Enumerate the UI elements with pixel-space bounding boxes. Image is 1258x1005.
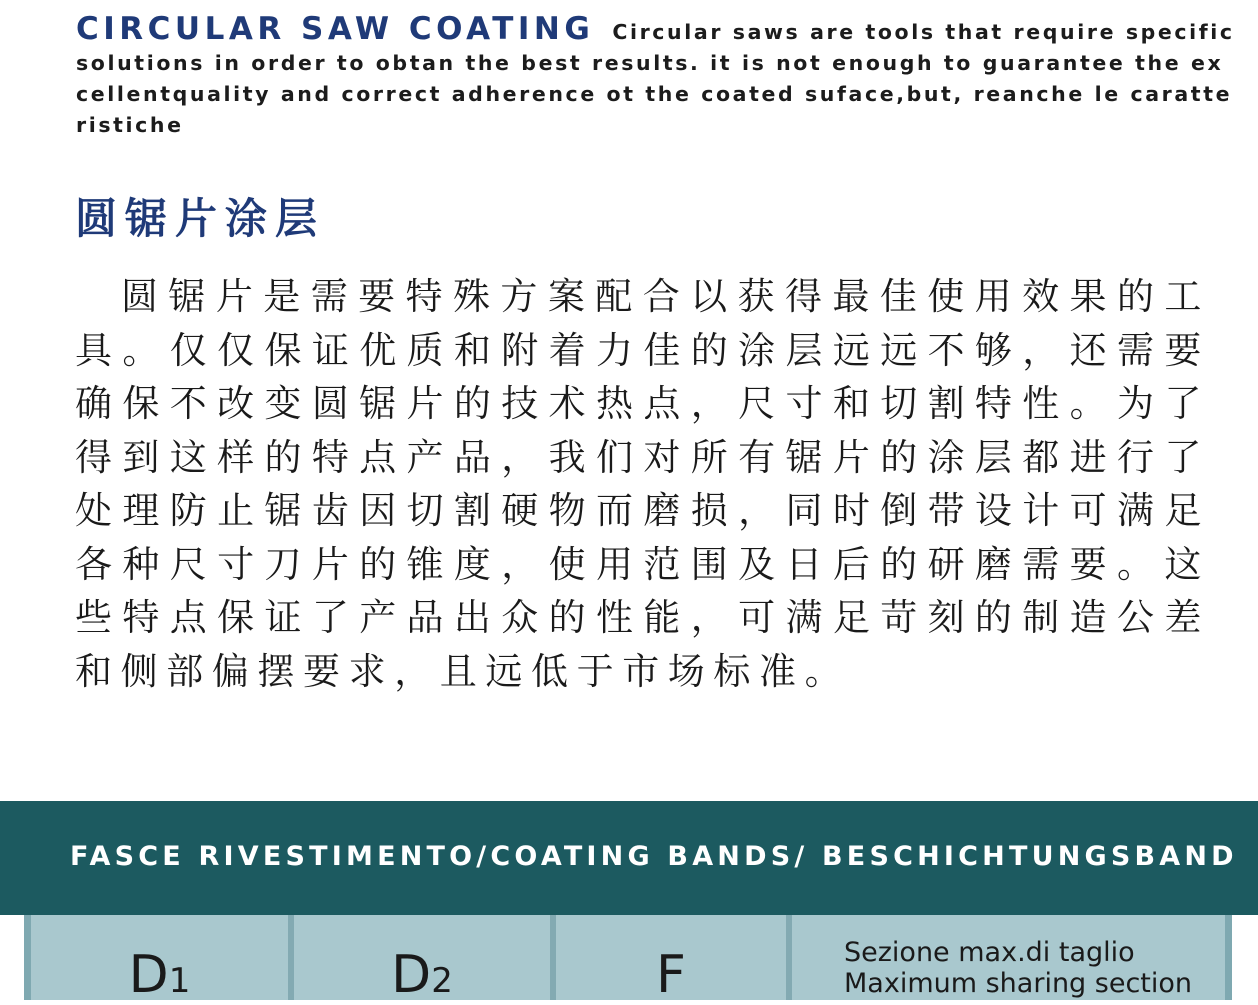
header-cell-d2	[288, 915, 550, 1005]
header-cell-d1	[31, 915, 288, 1005]
header-cell-f	[550, 915, 786, 1005]
header-cell-section	[786, 915, 1225, 1000]
header-d2-main: D	[391, 945, 432, 1005]
coating-bands-label: FASCE RIVESTIMENTO/COATING BANDS/ BESCHICHTUNGSBAND	[70, 841, 1238, 872]
section-header-line1: Sezione max.di taglio	[844, 937, 1135, 968]
intro-text: Circular saws are tools that require specific solutions in order to obtan the best results. it is not enough to guarantee the excellentquality and correct adherence ot the coated suface,but, reanche le caratteristiche	[76, 20, 1235, 137]
section-header-line2: Maximum sharing section	[844, 968, 1193, 999]
header-d2-sub: 2	[431, 961, 453, 1001]
header-d1-sub: 1	[168, 961, 191, 1001]
header-f-main: F	[656, 945, 686, 1005]
coating-bands-table-header	[24, 915, 1232, 1005]
intro-paragraph	[76, 11, 1236, 141]
chinese-body: 圆锯片是需要特殊方案配合以获得最佳使用效果的工具。仅仅保证优质和附着力佳的涂层远远不够，还需要确保不改变圆锯片的技术热点，尺寸和切割特性。为了得到这样的特点产品，我们对所有锯片的涂层都进行了处理防止锯齿因切割硬物而磨损，同时倒带设计可满足各种尺寸刀片的锥度，使用范围及日后的研磨需要。这些特点保证了产品出众的性能，可满足苛刻的制造公差和侧部偏摆要求，且远低于市场标准。	[75, 275, 1210, 693]
intro-title: CIRCULAR SAW COATING	[76, 11, 595, 47]
chinese-title: 圆锯片涂层	[75, 194, 326, 243]
header-d1-main: D	[128, 945, 169, 1005]
